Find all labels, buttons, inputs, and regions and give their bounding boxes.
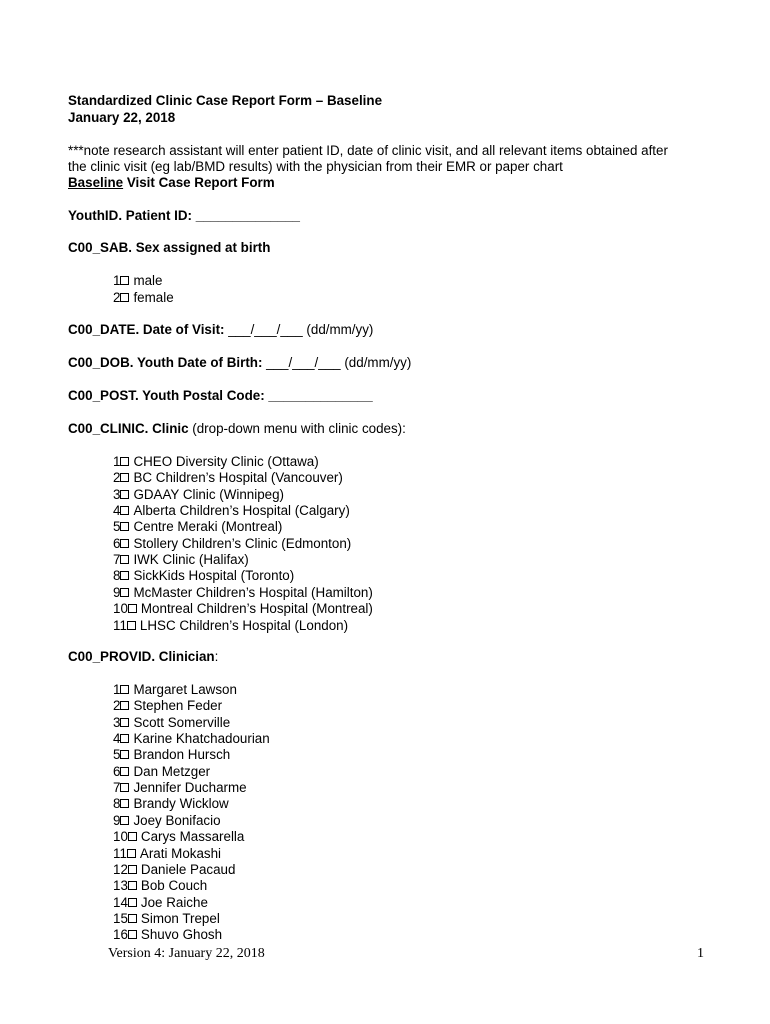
- clinician-option-label: Simon Trepel: [140, 910, 220, 926]
- clinician-option[interactable]: [113, 747, 230, 763]
- checkbox-icon[interactable]: [120, 555, 129, 564]
- clinic-option-label: CHEO Diversity Clinic (Ottawa): [133, 454, 319, 469]
- checkbox-icon[interactable]: [120, 473, 129, 482]
- checkbox-icon[interactable]: [120, 506, 129, 515]
- clinic-option-number: 8: [113, 568, 121, 584]
- clinician-option-number: 10: [113, 829, 128, 845]
- provider-label: C00_PROVID. Clinician: [68, 649, 215, 664]
- clinician-option-number: 14: [113, 894, 128, 910]
- clinic-option-label: Alberta Children’s Hospital (Calgary): [133, 503, 350, 519]
- checkbox-icon[interactable]: [127, 621, 136, 630]
- clinic-option[interactable]: [113, 470, 343, 486]
- form-title: Standardized Clinic Case Report Form – Baseline: [68, 93, 383, 108]
- clinic-option-number: 5: [113, 519, 121, 535]
- checkbox-icon[interactable]: [120, 750, 129, 759]
- clinician-option-label: Dan Metzger: [133, 763, 211, 779]
- clinic-option-label: Stollery Children’s Clinic (Edmonton): [133, 535, 352, 551]
- clinician-option[interactable]: [113, 829, 244, 845]
- clinician-option-number: 12: [113, 861, 128, 877]
- clinician-option-number: 6: [113, 763, 121, 779]
- sab-option-label: male: [133, 273, 163, 288]
- checkbox-icon[interactable]: [120, 490, 129, 499]
- clinician-option[interactable]: [113, 878, 207, 894]
- checkbox-icon[interactable]: [120, 588, 129, 597]
- clinic-option-number: 2: [113, 470, 121, 486]
- checkbox-icon[interactable]: [120, 293, 129, 302]
- checkbox-icon[interactable]: [128, 898, 137, 907]
- checkbox-icon[interactable]: [128, 930, 137, 939]
- clinic-option[interactable]: [113, 536, 351, 552]
- patient-id-field[interactable]: YouthID. Patient ID: ______________: [68, 208, 300, 223]
- checkbox-icon[interactable]: [128, 832, 137, 841]
- clinician-option-number: 16: [113, 927, 128, 943]
- checkbox-icon[interactable]: [120, 571, 129, 580]
- sab-label: C00_SAB. Sex assigned at birth: [68, 240, 271, 255]
- section-heading: [68, 175, 275, 191]
- clinician-option[interactable]: [113, 927, 222, 943]
- visit-date-label: C00_DATE. Date of Visit:: [68, 322, 225, 337]
- checkbox-icon[interactable]: [120, 701, 129, 710]
- clinic-option[interactable]: [113, 487, 284, 503]
- clinician-option[interactable]: [113, 682, 237, 698]
- checkbox-icon[interactable]: [120, 718, 129, 727]
- clinic-option-number: 6: [113, 535, 121, 551]
- clinic-option[interactable]: [113, 454, 319, 470]
- clinician-option[interactable]: [113, 698, 222, 714]
- clinician-option-label: Carys Massarella: [140, 829, 245, 845]
- clinician-option[interactable]: [113, 911, 220, 927]
- provider-colon: :: [214, 649, 219, 664]
- sab-option[interactable]: [113, 290, 174, 306]
- checkbox-icon[interactable]: [120, 522, 129, 531]
- form-date: January 22, 2018: [68, 110, 176, 125]
- provider-heading: [68, 649, 218, 665]
- footer-version: Version 4: January 22, 2018: [108, 946, 265, 961]
- clinician-option-number: 5: [113, 747, 121, 763]
- clinician-option[interactable]: [113, 895, 208, 911]
- clinician-option-number: 1: [113, 682, 121, 697]
- clinic-note: (drop-down menu with clinic codes):: [188, 421, 406, 436]
- clinic-heading: [68, 421, 406, 437]
- clinic-option[interactable]: [113, 585, 373, 601]
- clinician-option-label: Daniele Pacaud: [140, 861, 236, 877]
- clinician-option-number: 7: [113, 780, 121, 796]
- checkbox-icon[interactable]: [120, 539, 129, 548]
- visit-date-field[interactable]: [68, 322, 373, 338]
- sab-option-number: 2: [113, 289, 121, 305]
- clinician-option-number: 13: [113, 878, 128, 894]
- clinic-option-number: 3: [113, 486, 121, 502]
- clinic-option-label: IWK Clinic (Halifax): [133, 552, 249, 568]
- checkbox-icon[interactable]: [120, 685, 129, 694]
- clinician-option-label: Brandy Wicklow: [133, 796, 229, 812]
- clinic-option[interactable]: [113, 618, 348, 634]
- clinician-option-label: Stephen Feder: [133, 698, 223, 714]
- checkbox-icon[interactable]: [128, 604, 137, 613]
- clinic-option-label: McMaster Children’s Hospital (Hamilton): [133, 584, 373, 600]
- note-line-1: ***note research assistant will enter patient ID, date of clinic visit, and all relevant items obtained after: [68, 143, 668, 158]
- checkbox-icon[interactable]: [120, 816, 129, 825]
- clinician-option-label: Jennifer Ducharme: [133, 780, 247, 796]
- clinic-option-number: 7: [113, 552, 121, 568]
- clinician-option[interactable]: [113, 780, 247, 796]
- clinician-option-label: Margaret Lawson: [133, 682, 237, 697]
- checkbox-icon[interactable]: [120, 734, 129, 743]
- clinician-option-label: Bob Couch: [140, 878, 208, 894]
- checkbox-icon[interactable]: [128, 914, 137, 923]
- section-heading-underlined: Baseline: [68, 175, 124, 190]
- clinic-option-number: 11: [113, 617, 127, 633]
- clinician-option-number: 9: [113, 812, 121, 828]
- checkbox-icon[interactable]: [128, 865, 137, 874]
- clinician-option[interactable]: [113, 846, 221, 862]
- clinic-option[interactable]: [113, 568, 294, 584]
- dob-value: ___/___/___ (dd/mm/yy): [262, 355, 412, 370]
- clinic-option-label: LHSC Children’s Hospital (London): [139, 617, 349, 633]
- clinician-option[interactable]: [113, 862, 235, 878]
- clinician-option-label: Brandon Hursch: [133, 747, 231, 763]
- postal-code-field[interactable]: C00_POST. Youth Postal Code: ______________: [68, 388, 373, 403]
- clinician-option[interactable]: [113, 796, 229, 812]
- sab-option[interactable]: [113, 273, 162, 289]
- clinic-option[interactable]: [113, 552, 249, 568]
- clinic-option[interactable]: [113, 601, 373, 617]
- note-line-2: the clinic visit (eg lab/BMD results) with the physician from their EMR or paper chart: [68, 159, 563, 174]
- checkbox-icon[interactable]: [120, 457, 129, 466]
- clinic-option-number: 10: [113, 601, 128, 617]
- dob-field[interactable]: [68, 355, 411, 371]
- checkbox-icon[interactable]: [120, 276, 129, 285]
- clinician-option-label: Joe Raiche: [140, 894, 208, 910]
- clinic-option-label: SickKids Hospital (Toronto): [133, 568, 295, 584]
- clinician-option-label: Joey Bonifacio: [133, 812, 221, 828]
- clinic-option-label: BC Children’s Hospital (Vancouver): [133, 470, 343, 486]
- clinician-option[interactable]: [113, 764, 210, 780]
- clinician-option-number: 2: [113, 698, 121, 714]
- page-number: 1: [697, 946, 704, 961]
- clinician-option[interactable]: [113, 731, 270, 747]
- checkbox-icon[interactable]: [128, 881, 137, 890]
- clinician-option[interactable]: [113, 715, 230, 731]
- clinician-option-number: 15: [113, 910, 128, 926]
- sab-option-number: 1: [113, 273, 121, 288]
- clinic-option-number: 1: [113, 454, 121, 469]
- clinic-option-label: GDAAY Clinic (Winnipeg): [133, 486, 285, 502]
- sab-option-label: female: [133, 289, 174, 305]
- clinic-option-label: Montreal Children’s Hospital (Montreal): [140, 601, 373, 617]
- checkbox-icon[interactable]: [127, 849, 136, 858]
- clinic-option[interactable]: [113, 519, 282, 535]
- clinician-option-label: Karine Khatchadourian: [133, 731, 270, 747]
- clinician-option-number: 3: [113, 714, 121, 730]
- clinician-option-number: 11: [113, 845, 127, 861]
- checkbox-icon[interactable]: [120, 783, 129, 792]
- clinician-option[interactable]: [113, 813, 221, 829]
- clinician-option-label: Scott Somerville: [133, 714, 231, 730]
- clinician-option-number: 4: [113, 731, 121, 747]
- clinic-option-number: 9: [113, 584, 121, 600]
- clinic-option-label: Centre Meraki (Montreal): [133, 519, 283, 535]
- clinic-option[interactable]: [113, 503, 350, 519]
- dob-label: C00_DOB. Youth Date of Birth:: [68, 355, 263, 370]
- clinician-option-number: 8: [113, 796, 121, 812]
- clinician-option-label: Shuvo Ghosh: [140, 927, 223, 943]
- visit-date-value: ___/___/___ (dd/mm/yy): [224, 322, 374, 337]
- clinician-option-label: Arati Mokashi: [139, 845, 222, 861]
- clinic-option-number: 4: [113, 503, 121, 519]
- checkbox-icon[interactable]: [120, 767, 129, 776]
- checkbox-icon[interactable]: [120, 799, 129, 808]
- clinic-label: C00_CLINIC. Clinic: [68, 421, 189, 436]
- section-heading-rest: Visit Case Report Form: [123, 175, 275, 190]
